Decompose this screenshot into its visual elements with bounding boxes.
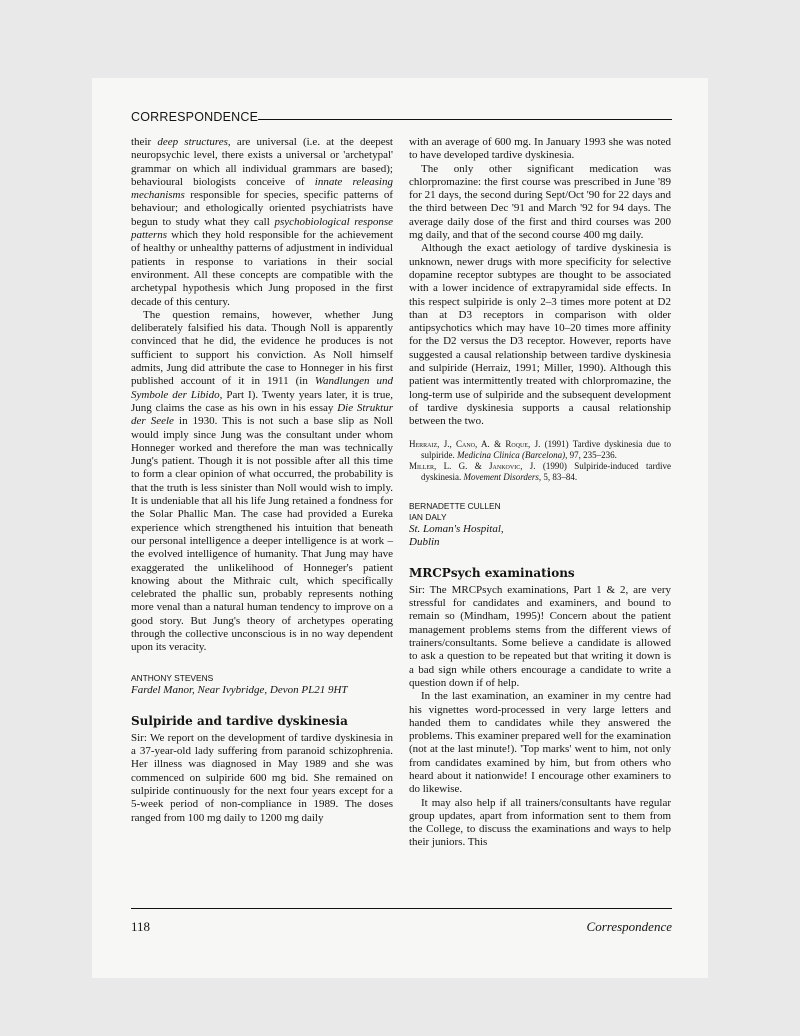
header-rule [258, 119, 672, 120]
stevens-paragraph-1: their deep structures, are universal (i.e. at the deepest neuropsychic level, there exists a universal or 'archetypal' grammar on which all individual grammars are based); behavioural biologists conceive of innate releasing mechanisms responsible for species, specific patterns of behaviour; and ethologically oriented psychiatrists have begun to study what they call psychobiological response patterns which they hold responsible for the achievement of healthy or unhealthy patterns of adjustment in individual patients in response to variations in their social environment. All these concepts are compatible with the archetypal hypothesis which Jung proposed in the first decade of this century. [131, 136, 393, 308]
left-column [131, 136, 393, 825]
mrcpsych-paragraph-1: Sir: The MRCPsych examinations, Part 1 & 2, are very stressful for candidates and examiners, and bound to remain so (Mindham, 1995)! Concern about the patient management problems stems from the different views of trainers/consultants. Some believe a candidate is allowed to ask a question to be repeated but that writing it down is a bad sign while others encourage a candidate to write a question down if of help. [409, 583, 671, 689]
stevens-paragraph-2: The question remains, however, whether Jung deliberately falsified his data. Though Noll is apparently convinced that he did, the evidence he produces is not sufficient to support his conviction. As Noll himself admits, Jung did attribute the case to Honneger in his first published account of it in 1911 (in Wandlungen und Symbole der Libido, Part I). Twenty years later, it is true, Jung claims the case as his own in his essay Die Struktur der Seele in 1930. This is not such a base slip as Noll would imply since Jung was the consultant under whom Honneger worked and therefore the man was technically Jung's patient. Though it is not possible after all this time to form a clear opinion of what occurred, the probability is that the truth is less sinister than Noll would wish to imply. It is undeniable that all his life Jung retained a fondness for the Solar Phallic Man. The case had provided a Eureka experience which strengthened his intuition that beneath our personal intelligence a deeper intelligence is at work – the evolved intelligence of humanity. That Jung may have exaggerated the unlikelihood of Honneger's patient knowing about the Mithraic cult, which specifically celebrated the phallic sun, probably represents nothing more venal than a natural human tendency to improve on a good story. But Jung's theory of archetypes operating through the collective unconscious is in no way dependent upon its veracity. [131, 308, 394, 654]
running-head [131, 110, 672, 128]
running-head-label: CORRESPONDENCE [131, 110, 259, 124]
footer-section-title: Correspondence [586, 919, 672, 934]
reference-miller: Miller, L. G. & Jankovic, J. (1990) Sulpiride-induced tardive dyskinesia. Movement Disorders, 5, 83–84. [409, 460, 671, 482]
sulpiride-paragraph-3: Although the exact aetiology of tardive dyskinesia is unknown, newer drugs with more specificity for selective dopamine receptor subtypes are thought to be associated with a lower incidence of extrapyramidal side effects. In this respect sulpiride is only 2–3 times more potent at D2 than at D3 receptors in comparison with older antipsychotics which may have 10–20 times more affinity for the D2 versus the D3 receptor. However, reports have suggested a causal relationship between tardive dyskinesia and sulpiride (Herraiz, 1991; Miller, 1990). Although this patient was intermittently treated with chlorpromazine, the long-term use of sulpiride and the subsequent development of tardive dyskinesia supports a causal relationship between the two. [409, 242, 671, 428]
sulpiride-paragraph-1: Sir: We report on the development of tardive dyskinesia in a 37-year-old lady suffering from paranoid schizophrenia. Her illness was diagnosed in May 1989 and she was commenced on sulpiride 600 mg bid. She remained on sulpiride continuously for the next four years except for a 5-week period of non-compliance in 1989. The doses ranged from 100 mg daily to 1200 mg daily [131, 731, 393, 824]
reference-list [409, 439, 671, 483]
section-heading-sulpiride: Sulpiride and tardive dyskinesia [131, 713, 348, 728]
page-number: 118 [131, 919, 151, 934]
sulpiride-paragraph-2: The only other significant medication was chlorpromazine: the first course was prescribed in June '89 for 21 days, the second during Sept/Oct '90 for 22 days and the third between Dec '91 and March '92 for 94 days. The average daily dose of the first and third courses was 200 mg daily, and that of the second course 400 mg daily. [409, 162, 671, 242]
sulpiride-paragraph-1-cont: with an average of 600 mg. In January 1993 she was noted to have developed tardive dyskinesia. [409, 136, 671, 162]
mrcpsych-paragraph-3: It may also help if all trainers/consultants have regular group updates, apart from information sent to them from the College, to discuss the examinations and ways to help their juniors. This [409, 796, 671, 849]
author-affiliation-loman: St. Loman's Hospital, Dublin [409, 522, 504, 548]
footer-rule [131, 908, 672, 909]
reference-herraiz: Herraiz, J., Cano, A. & Roque, J. (1991) Tardive dyskinesia due to sulpiride. Medicina Clinica (Barcelona), 97, 235–236. [409, 438, 672, 460]
author-signature-cullen: BERNADETTE CULLEN IAN DALY [409, 500, 501, 522]
author-affiliation: Fardel Manor, Near Ivybridge, Devon PL21 9HT [131, 683, 348, 696]
author-signature: ANTHONY STEVENS [131, 672, 214, 683]
right-column [409, 136, 671, 850]
section-heading-mrcpsych: MRCPsych examinations [409, 565, 575, 580]
mrcpsych-paragraph-2: In the last examination, an examiner in my centre had his vignettes word-processed in very large letters and handed them to candidates while they answered the problems. This examiner prepared well for the examination (not at the last minute!). 'Top marks' went to him, not only from candidates examined by him, but from others who heard about it nationwide! I encourage other examiners to do likewise. [409, 690, 671, 796]
